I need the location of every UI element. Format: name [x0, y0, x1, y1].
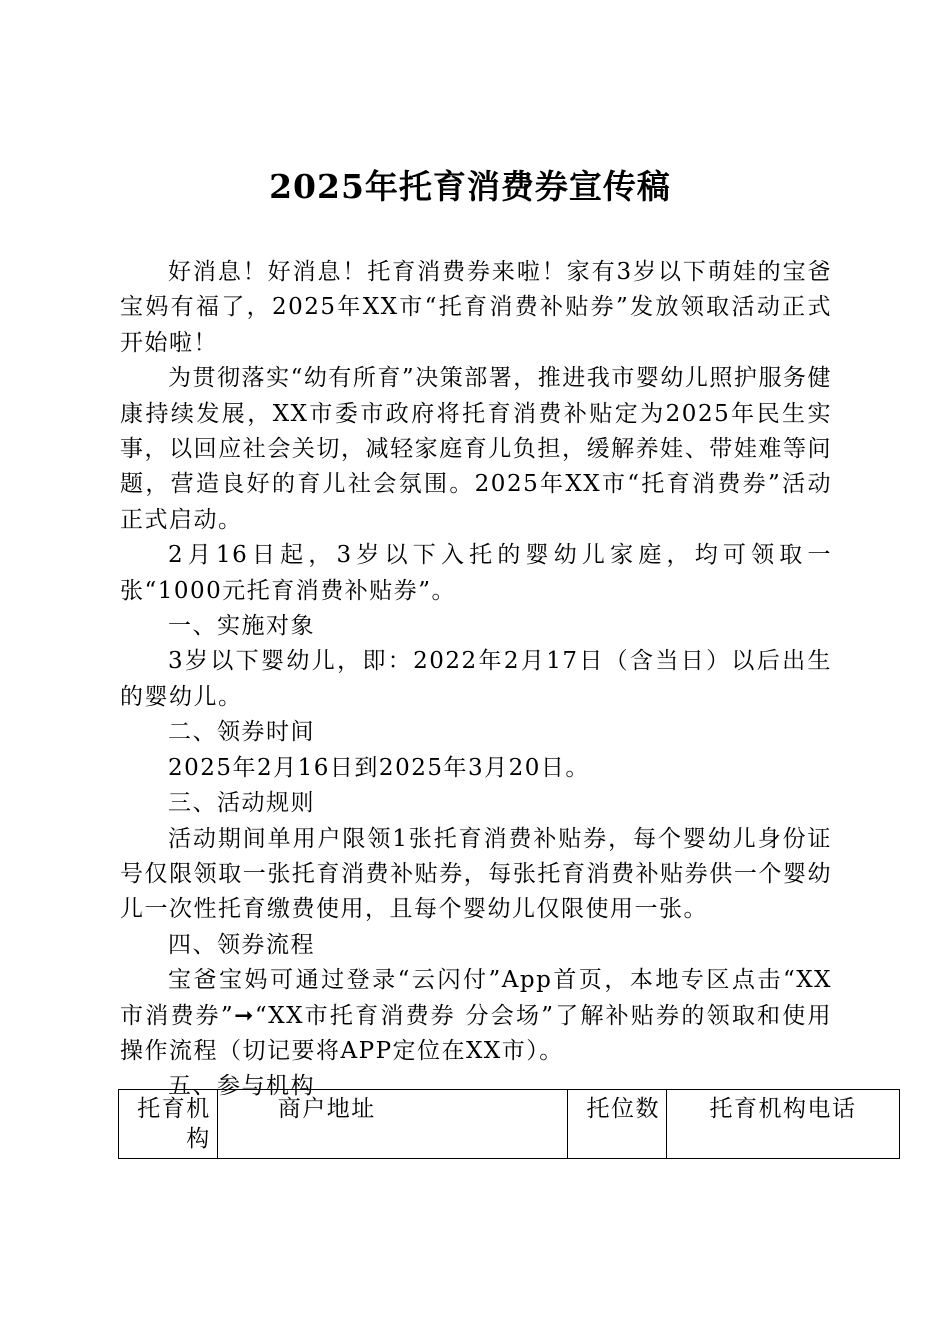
section-heading-process: 四、领券流程 [168, 931, 315, 958]
section-heading-time: 二、领券时间 [168, 719, 315, 746]
table-header-row [119, 1090, 900, 1159]
document-title: 2025年托育消费券宣传稿 [269, 167, 671, 206]
institutions-table [118, 1089, 900, 1159]
table-header-cell: 商户地址 [217, 1090, 568, 1159]
section-heading-targets: 一、实施对象 [168, 613, 315, 640]
table-header-cell: 托育机构电话 [666, 1090, 899, 1159]
paragraph-process: 宝爸宝妈可通过登录“云闪付”App首页，本地专区点击“XX市消费券”➞“XX市托育消费券 分会场”了解补贴券的领取和使用操作流程（切记要将APP定位在XX市）。 [120, 967, 832, 1064]
paragraph-time: 2025年2月16日到2025年3月20日。 [168, 754, 590, 781]
section-heading-institutions: 五、参与机构 [168, 1073, 315, 1100]
paragraph-targets: 3岁以下婴幼儿，即：2022年2月17日（含当日）以后出生的婴幼儿。 [120, 648, 832, 710]
table-header-cell: 托位数 [568, 1090, 667, 1159]
table-header-cell: 托育机构 [119, 1090, 218, 1159]
paragraph-background: 为贯彻落实“幼有所育”决策部署，推进我市婴幼儿照护服务健康持续发展，XX市委市政府将托育消费补贴定为2025年民生实事，以回应社会关切，减轻家庭育儿负担，缓解养娃、带娃难等问题，营造良好的育儿社会氛围。2025年XX市“托育消费券”活动正式启动。 [120, 365, 833, 533]
paragraph-intro: 好消息！好消息！托育消费券来啦！家有3岁以下萌娃的宝爸宝妈有福了，2025年XX市“托育消费补贴券”发放领取活动正式开始啦！ [120, 259, 832, 356]
document-body [120, 255, 832, 1105]
paragraph-rules: 活动期间单用户限领1张托育消费补贴券，每个婴幼儿身份证号仅限领取一张托育消费补贴券，每张托育消费补贴券供一个婴幼儿一次性托育缴费使用，且每个婴幼儿仅限使用一张。 [120, 825, 832, 923]
section-heading-rules: 三、活动规则 [168, 790, 315, 817]
paragraph-start-date: 2月16日起，3岁以下入托的婴幼儿家庭，均可领取一张“1000元托育消费补贴券”。 [120, 542, 832, 604]
